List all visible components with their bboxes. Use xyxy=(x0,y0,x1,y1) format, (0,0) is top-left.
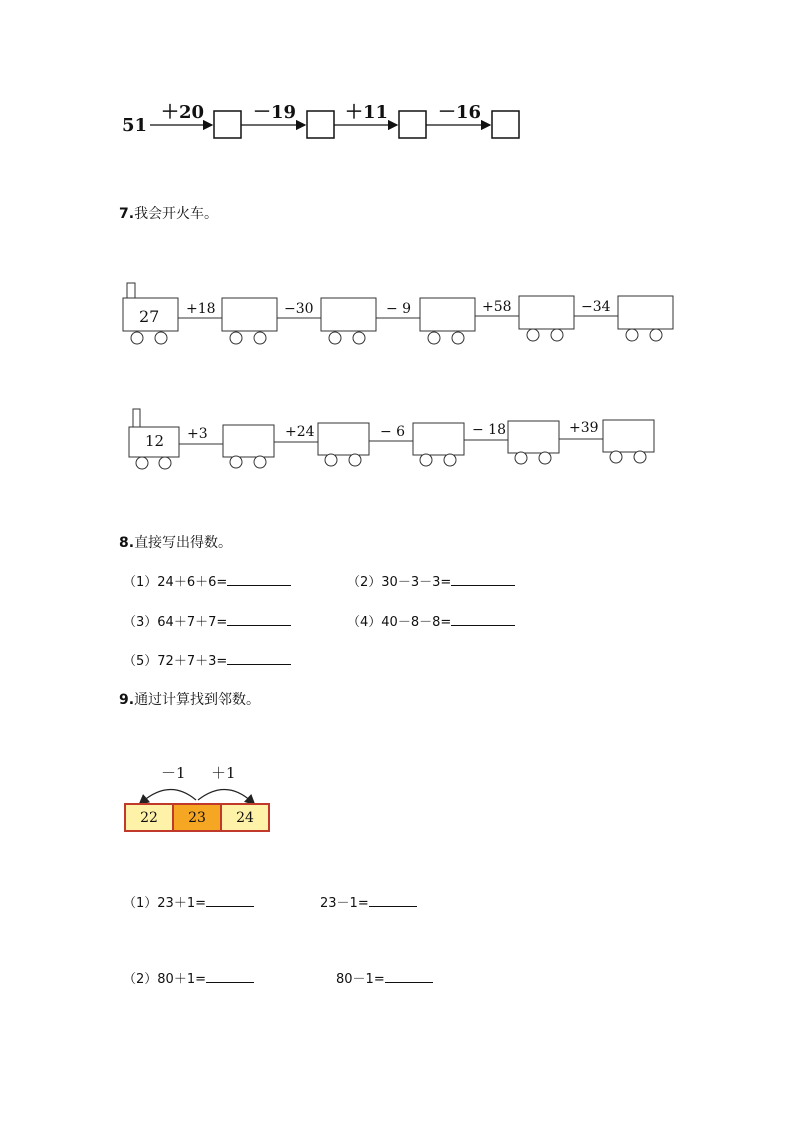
neighbor-cell-right: 24 xyxy=(222,805,268,830)
q8-number: 8. xyxy=(119,535,135,551)
train-1-car-5 xyxy=(618,296,673,329)
train-1-op-3: − 9 xyxy=(386,301,412,317)
train-1-op-2: −30 xyxy=(284,301,314,317)
neighbor-cells xyxy=(124,803,270,832)
train-2-start: 12 xyxy=(145,432,165,450)
chain-op-1: ＋20 xyxy=(161,102,205,123)
answer-blank[interactable] xyxy=(369,894,417,907)
train-1-op-5: −34 xyxy=(581,299,611,315)
chain-answer-box-3 xyxy=(399,111,426,138)
q9-row-1-left: （1）23＋1= xyxy=(123,892,254,911)
q7-text: 我会开火车。 xyxy=(134,206,219,222)
train-2-op-2: +24 xyxy=(285,424,315,440)
answer-blank[interactable] xyxy=(227,573,291,586)
chain-answer-box-1 xyxy=(214,111,241,138)
train-1-drawing xyxy=(0,278,680,358)
answer-blank[interactable] xyxy=(206,894,254,907)
q9-row-2-right: 80－1= xyxy=(336,968,433,987)
q8-title xyxy=(119,532,232,552)
minus-one-label: －1 xyxy=(161,764,186,782)
q8-item-4: （4）40－8－8= xyxy=(347,611,515,630)
train-2-op-1: +3 xyxy=(187,426,208,442)
neighbor-cell-left: 22 xyxy=(126,805,174,830)
neighbor-cell-center: 23 xyxy=(174,805,222,830)
answer-blank[interactable] xyxy=(451,613,515,626)
train-2-car-4 xyxy=(508,421,559,453)
q7-number: 7. xyxy=(119,206,135,222)
q9-text: 通过计算找到邻数。 xyxy=(134,692,261,708)
train-1-op-4: +58 xyxy=(482,299,512,315)
q9-row-2-left: （2）80＋1= xyxy=(123,968,254,987)
q8-item-5: （5）72＋7＋3= xyxy=(123,650,291,669)
train-1-car-2 xyxy=(321,298,376,331)
train-1-car-4 xyxy=(519,296,574,329)
plus-one-label: ＋1 xyxy=(211,764,236,782)
chain-op-4: －16 xyxy=(438,102,482,123)
train-2-op-5: +39 xyxy=(569,420,599,436)
q7-title xyxy=(119,203,218,223)
answer-blank[interactable] xyxy=(227,652,291,665)
chain-answer-box-4 xyxy=(492,111,519,138)
train-1-op-1: +18 xyxy=(186,301,216,317)
q8-item-3: （3）64＋7＋7= xyxy=(123,611,291,630)
answer-blank[interactable] xyxy=(451,573,515,586)
chain-op-2: －19 xyxy=(253,102,297,123)
train-2-op-3: − 6 xyxy=(380,424,406,440)
chain-op-3: ＋11 xyxy=(345,102,389,123)
train-2-car-2 xyxy=(318,423,369,455)
q8-text: 直接写出得数。 xyxy=(134,535,233,551)
train-2-drawing xyxy=(0,403,680,483)
train-1-start: 27 xyxy=(139,307,160,326)
train-2-op-4: − 18 xyxy=(472,422,506,438)
answer-blank[interactable] xyxy=(227,613,291,626)
q9-number: 9. xyxy=(119,692,135,708)
answer-blank[interactable] xyxy=(385,970,433,983)
train-1-car-1 xyxy=(222,298,277,331)
answer-blank[interactable] xyxy=(206,970,254,983)
train-2-car-1 xyxy=(223,425,274,457)
chain-answer-box-2 xyxy=(307,111,334,138)
q8-item-1: （1）24＋6＋6= xyxy=(123,571,291,590)
train-1-car-3 xyxy=(420,298,475,331)
train-2-car-5 xyxy=(603,420,654,452)
q9-row-1-right: 23－1= xyxy=(320,892,417,911)
q8-item-2: （2）30－3－3= xyxy=(347,571,515,590)
train-2-car-3 xyxy=(413,423,464,455)
chain-start: 51 xyxy=(122,115,148,136)
q9-title xyxy=(119,689,260,709)
